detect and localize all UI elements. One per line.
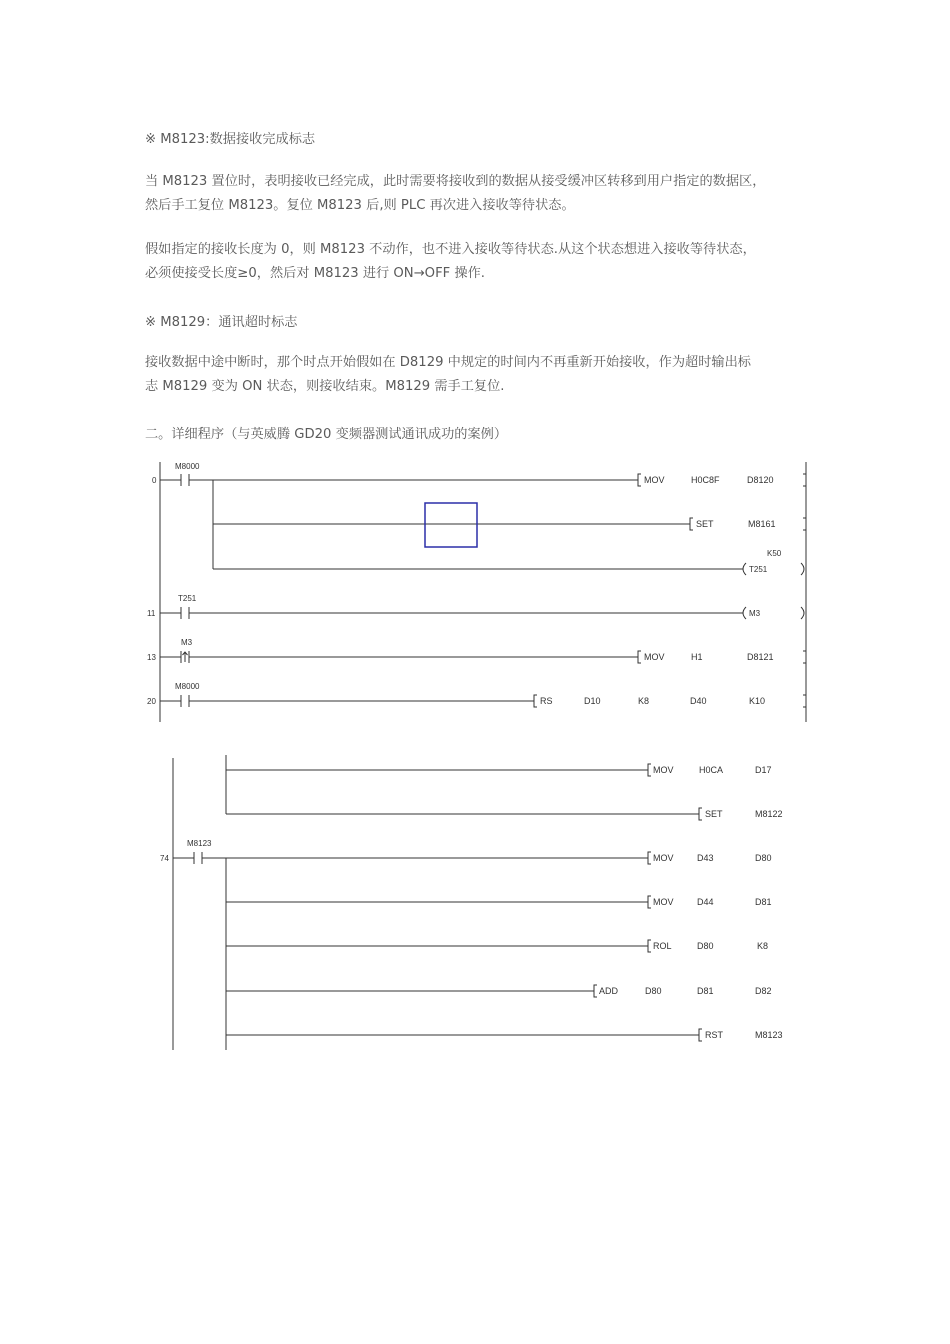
instruction-operand: D8120 bbox=[747, 475, 774, 485]
instruction-operand: K8 bbox=[638, 696, 650, 706]
instruction-operand: D10 bbox=[584, 696, 601, 706]
instruction-op: SET bbox=[705, 809, 723, 819]
instruction-operand: D80 bbox=[755, 853, 772, 863]
rung-number: 0 bbox=[152, 476, 157, 485]
coil-label: M3 bbox=[749, 609, 761, 618]
instruction-op: MOV bbox=[644, 652, 665, 662]
instruction-operand: K10 bbox=[749, 696, 766, 706]
timer-preset: K50 bbox=[767, 549, 782, 558]
paragraph-m8123-2b: 必须使接受长度≥0，然后对 M8123 进行 ON→OFF 操作. bbox=[145, 266, 485, 281]
instruction-operand: H0C8F bbox=[691, 475, 720, 485]
instruction-operand: D81 bbox=[755, 897, 772, 907]
instruction-op: ROL bbox=[653, 941, 672, 951]
instruction-operand: M8122 bbox=[755, 809, 783, 819]
ladder-diagram-1 bbox=[0, 450, 950, 740]
instruction-op: RST bbox=[705, 1030, 723, 1040]
instruction-operand: D80 bbox=[645, 986, 662, 996]
instruction-op: MOV bbox=[653, 853, 674, 863]
instruction-operand: H0CA bbox=[699, 765, 724, 775]
instruction-operand: D44 bbox=[697, 897, 714, 907]
highlight-box bbox=[425, 503, 477, 547]
ladder-diagram-2 bbox=[0, 750, 950, 1060]
instruction-operand: D81 bbox=[697, 986, 714, 996]
paragraph-m8129-b: 志 M8129 变为 ON 状态，则接收结束。M8129 需手工复位. bbox=[145, 379, 505, 394]
heading-m8123: ※ M8123:数据接收完成标志 bbox=[145, 132, 316, 147]
contact-label: M8000 bbox=[175, 462, 200, 471]
rung-number: 20 bbox=[147, 697, 156, 706]
contact-label: M8000 bbox=[175, 682, 200, 691]
contact-label: M8123 bbox=[187, 839, 212, 848]
rung-number: 13 bbox=[147, 653, 156, 662]
heading-m8129: ※ M8129：通讯超时标志 bbox=[145, 315, 298, 330]
instruction-op: MOV bbox=[644, 475, 665, 485]
paragraph-m8123-1a: 当 M8123 置位时，表明接收已经完成，此时需要将接收到的数据从接受缓冲区转移到用户指定的数据区， bbox=[145, 174, 766, 189]
instruction-operand: M8161 bbox=[748, 519, 776, 529]
instruction-operand: D80 bbox=[697, 941, 714, 951]
instruction-op: SET bbox=[696, 519, 714, 529]
instruction-operand: K8 bbox=[757, 941, 769, 951]
instruction-op: MOV bbox=[653, 897, 674, 907]
instruction-operand: D40 bbox=[690, 696, 707, 706]
instruction-op: RS bbox=[540, 696, 553, 706]
instruction-operand: D17 bbox=[755, 765, 772, 775]
instruction-operand: M8123 bbox=[755, 1030, 783, 1040]
instruction-operand: H1 bbox=[691, 652, 703, 662]
rung-number: 74 bbox=[160, 854, 169, 863]
paragraph-m8123-2a: 假如指定的接收长度为 0，则 M8123 不动作，也不进入接收等待状态.从这个状态想进入接收等待状态， bbox=[145, 242, 756, 257]
heading-program: 二。详细程序（与英威腾 GD20 变频器测试通讯成功的案例） bbox=[145, 427, 508, 442]
instruction-op: ADD bbox=[599, 986, 619, 996]
paragraph-m8129-a: 接收数据中途中断时，那个时点开始假如在 D8129 中规定的时间内不再重新开始接收，作为超时输出标 bbox=[145, 355, 751, 370]
contact-label: M3 bbox=[181, 638, 193, 647]
contact-label: T251 bbox=[178, 594, 197, 603]
instruction-op: MOV bbox=[653, 765, 674, 775]
instruction-operand: D8121 bbox=[747, 652, 774, 662]
coil-label: T251 bbox=[749, 565, 768, 574]
rung-number: 11 bbox=[147, 609, 156, 618]
instruction-operand: D82 bbox=[755, 986, 772, 996]
instruction-operand: D43 bbox=[697, 853, 714, 863]
paragraph-m8123-1b: 然后手工复位 M8123。复位 M8123 后,则 PLC 再次进入接收等待状态。 bbox=[145, 198, 575, 213]
